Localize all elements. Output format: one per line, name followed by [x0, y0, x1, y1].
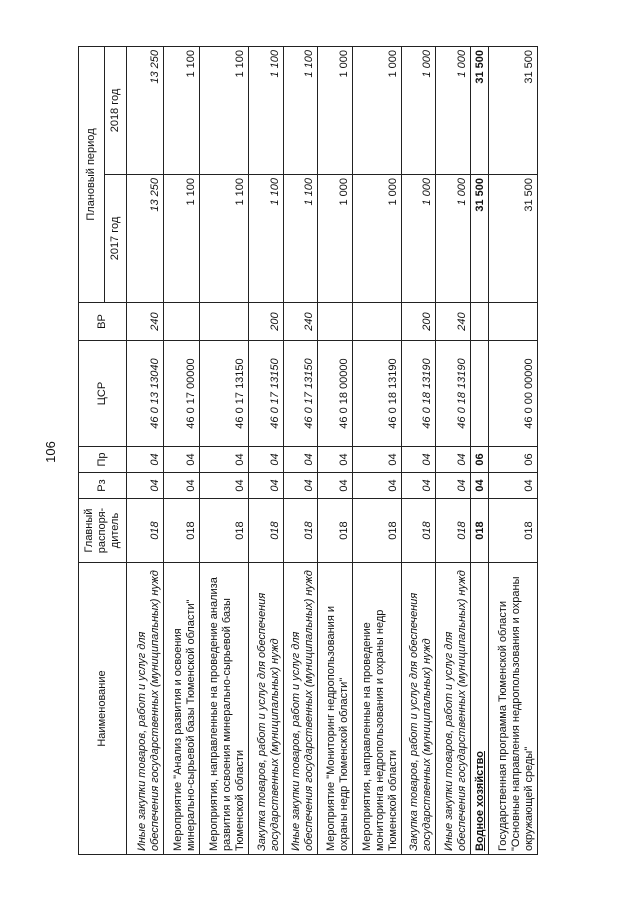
row-admin: 018: [163, 499, 200, 563]
row-2018: 1 100: [200, 47, 249, 175]
budget-table: [78, 46, 538, 855]
row-name: Мероприятия, направленные на проведение мониторинга недропользования и охраны недр Тюменской области: [352, 563, 401, 855]
row-2018: 1 000: [318, 47, 353, 175]
row-2018: 13 250: [127, 47, 164, 175]
row-name: Государственная программа Тюменской области "Основные направления недропользования и охраны окружающей среды": [489, 563, 538, 855]
row-pr: 06: [489, 447, 538, 473]
row-name: Иные закупки товаров, работ и услуг для обеспечения государственных (муниципальных) нужд: [436, 563, 471, 855]
row-name: Водное хозяйство: [470, 563, 488, 855]
row-vr: [318, 303, 353, 341]
row-2017: 1 100: [200, 175, 249, 303]
row-vr: [470, 303, 488, 341]
table-row: [489, 47, 538, 855]
header-vr: ВР: [79, 303, 127, 341]
table-row: [436, 47, 471, 855]
row-admin: 018: [127, 499, 164, 563]
row-2017: 1 000: [318, 175, 353, 303]
row-2017: 1 100: [249, 175, 284, 303]
row-csr: 46 0 17 13150: [200, 341, 249, 447]
row-name: Иные закупки товаров, работ и услуг для обеспечения государственных (муниципальных) нужд: [283, 563, 318, 855]
row-2017: 1 000: [352, 175, 401, 303]
table-row: [249, 47, 284, 855]
row-2017: 1 000: [436, 175, 471, 303]
row-rz: 04: [200, 473, 249, 499]
row-vr: [163, 303, 200, 341]
row-pr: 06: [470, 447, 488, 473]
row-vr: 240: [127, 303, 164, 341]
row-pr: 04: [249, 447, 284, 473]
row-csr: 46 0 17 13150: [283, 341, 318, 447]
row-csr: 46 0 18 13190: [352, 341, 401, 447]
table-row: [470, 47, 488, 855]
header-pr: Пр: [79, 447, 127, 473]
row-vr: 200: [401, 303, 436, 341]
header-2017: 2017 год: [105, 175, 127, 303]
row-rz: 04: [283, 473, 318, 499]
table-row: [352, 47, 401, 855]
row-admin: 018: [436, 499, 471, 563]
row-name: Закупка товаров, работ и услуг для обеспечения государственных (муниципальных) нужд: [249, 563, 284, 855]
row-rz: 04: [249, 473, 284, 499]
row-rz: 04: [436, 473, 471, 499]
row-csr: 46 0 18 13190: [436, 341, 471, 447]
row-pr: 04: [436, 447, 471, 473]
row-name: Мероприятие "Анализ развития и освоения минерально-сырьевой базы Тюменской области": [163, 563, 200, 855]
row-2018: 1 000: [436, 47, 471, 175]
row-name: Иные закупки товаров, работ и услуг для обеспечения государственных (муниципальных) нужд: [127, 563, 164, 855]
row-admin: 018: [318, 499, 353, 563]
row-2018: 1 100: [283, 47, 318, 175]
row-csr: 46 0 18 13190: [401, 341, 436, 447]
table-row: [283, 47, 318, 855]
row-name: Закупка товаров, работ и услуг для обеспечения государственных (муниципальных) нужд: [401, 563, 436, 855]
row-rz: 04: [352, 473, 401, 499]
table-row: [163, 47, 200, 855]
row-pr: 04: [318, 447, 353, 473]
row-csr: 46 0 18 00000: [318, 341, 353, 447]
row-rz: 04: [163, 473, 200, 499]
row-admin: 018: [352, 499, 401, 563]
row-vr: 200: [249, 303, 284, 341]
header-rz: Рз: [79, 473, 127, 499]
table-row: [200, 47, 249, 855]
row-pr: 04: [352, 447, 401, 473]
row-rz: 04: [127, 473, 164, 499]
row-csr: 46 0 13 13040: [127, 341, 164, 447]
row-csr: [470, 341, 488, 447]
row-admin: 018: [470, 499, 488, 563]
row-name: Мероприятие "Мониторинг недропользования и охраны недр Тюменской области": [318, 563, 353, 855]
row-2017: 1 000: [401, 175, 436, 303]
row-2017: 31 500: [489, 175, 538, 303]
row-pr: 04: [127, 447, 164, 473]
table-row: [127, 47, 164, 855]
row-admin: 018: [283, 499, 318, 563]
row-pr: 04: [401, 447, 436, 473]
row-pr: 04: [163, 447, 200, 473]
row-rz: 04: [470, 473, 488, 499]
row-vr: 240: [283, 303, 318, 341]
row-2017: 13 250: [127, 175, 164, 303]
row-admin: 018: [200, 499, 249, 563]
row-csr: 46 0 17 13150: [249, 341, 284, 447]
row-rz: 04: [318, 473, 353, 499]
row-admin: 018: [401, 499, 436, 563]
row-admin: 018: [249, 499, 284, 563]
budget-table-rotated: [78, 47, 538, 855]
row-csr: 46 0 00 00000: [489, 341, 538, 447]
row-vr: 240: [436, 303, 471, 341]
header-name: Наименование: [79, 563, 127, 855]
row-name: Мероприятия, направленные на проведение анализа развития и освоения минерально-сырьевой базы Тюменской области: [200, 563, 249, 855]
row-2017: 1 100: [283, 175, 318, 303]
row-csr: 46 0 17 00000: [163, 341, 200, 447]
row-2017: 1 100: [163, 175, 200, 303]
row-rz: 04: [401, 473, 436, 499]
row-2017: 31 500: [470, 175, 488, 303]
row-2018: 1 100: [249, 47, 284, 175]
row-admin: 018: [489, 499, 538, 563]
page-number: 106: [43, 441, 58, 463]
row-2018: 31 500: [470, 47, 488, 175]
row-pr: 04: [200, 447, 249, 473]
row-pr: 04: [283, 447, 318, 473]
row-rz: 04: [489, 473, 538, 499]
header-csr: ЦСР: [79, 341, 127, 447]
row-2018: 1 100: [163, 47, 200, 175]
row-vr: [200, 303, 249, 341]
table-body: [127, 47, 538, 855]
header-plan-period: Плановый период: [79, 47, 105, 303]
row-2018: 1 000: [401, 47, 436, 175]
header-admin: Главный распоря-дитель: [79, 499, 127, 563]
table-row: [401, 47, 436, 855]
table-row: [318, 47, 353, 855]
header-2018: 2018 год: [105, 47, 127, 175]
row-vr: [352, 303, 401, 341]
row-2018: 1 000: [352, 47, 401, 175]
row-2018: 31 500: [489, 47, 538, 175]
row-vr: [489, 303, 538, 341]
